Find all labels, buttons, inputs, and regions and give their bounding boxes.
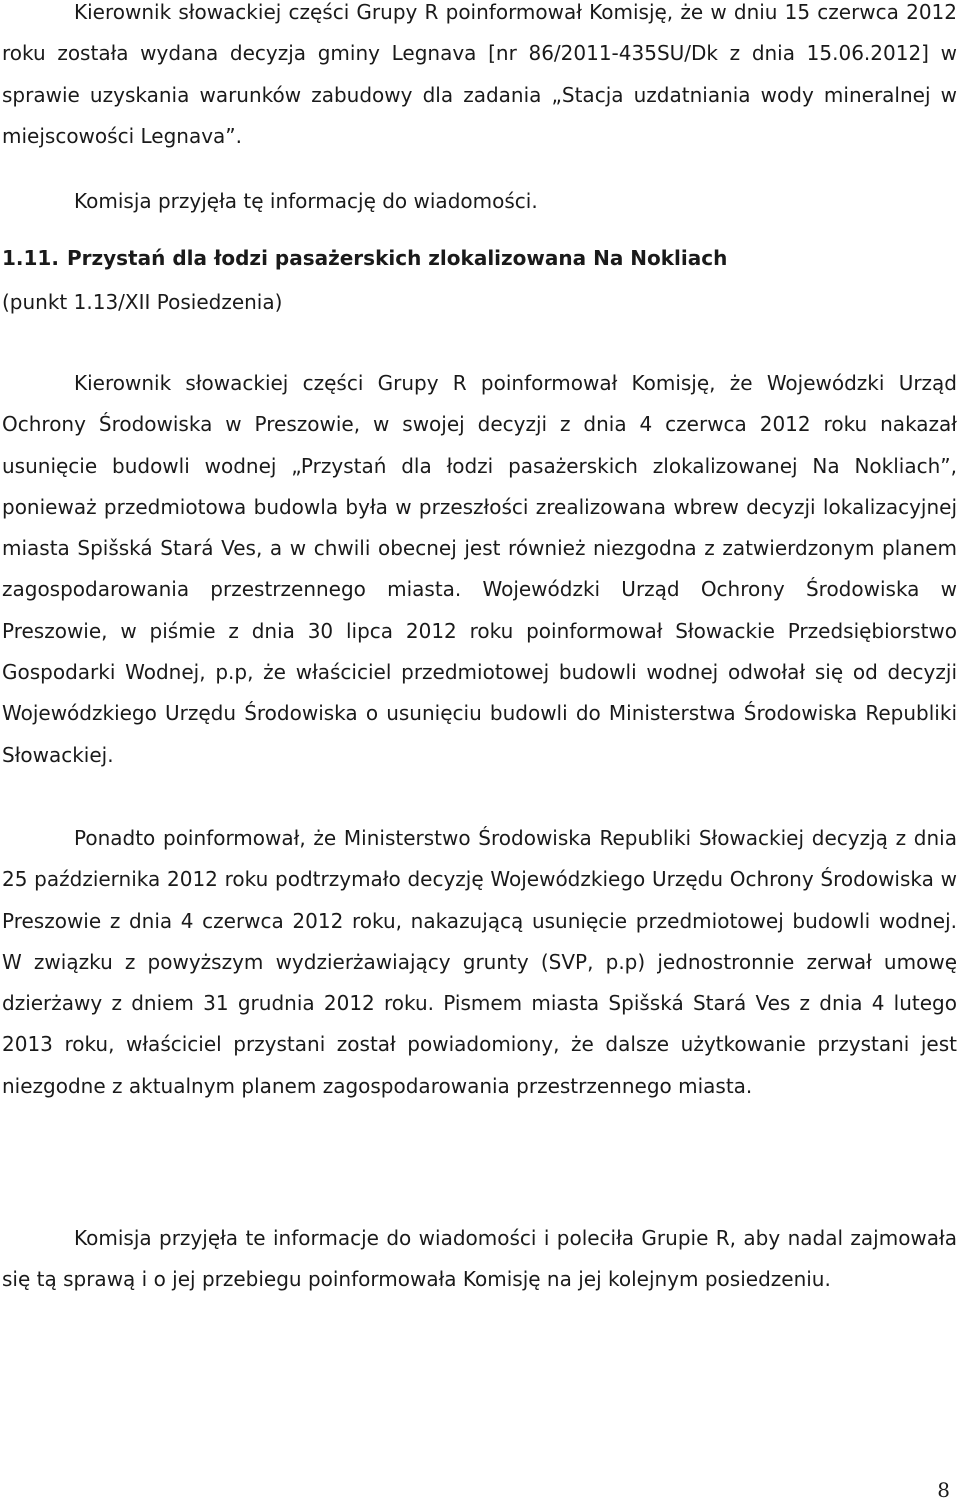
paragraph-decision-legnava: Kierownik słowackiej części Grupy R poinformował Komisję, że w dniu 15 czerwca 2012 roku została wydana decyzja gminy Legnava [nr 86/2011-435SU/Dk z dnia 15.06.2012] w sprawie uzyskania warunków zabudowy dla zadania „Stacja uzdatniania wody mineralnej w miejscowości Legnava”. <box>2 0 957 148</box>
page-number: 8 <box>937 1478 950 1502</box>
paragraph-ministry-decision: Ponadto poinformował, że Ministerstwo Środowiska Republiki Słowackiej decyzją z dnia 25 października 2012 roku podtrzymało decyzję Wojewódzkiego Urzędu Ochrony Środowiska w Preszowie z dnia 4 czerwca 2012 roku, nakazującą usunięcie przedmiotowej budowli wodnej. W związku z powyższym wydzierżawiający grunty (SVP, p.p) jednostronnie zerwał umowę dzierżawy z dniem 31 grudnia 2012 roku. Pismem miasta Spišská Stará Ves z dnia 4 lutego 2013 roku, właściciel przystani został powiadomiony, że dalsze użytkowanie przystani jest niezgodne z aktualnym planem zagospodarowania przestrzennego miasta. <box>2 826 957 1098</box>
section-title: Przystań dla łodzi pasażerskich zlokalizowana Na Nokliach <box>66 246 728 270</box>
section-heading <box>2 236 957 324</box>
paragraph-commission-note: Komisja przyjęła tę informację do wiadomości. <box>74 189 538 213</box>
section-subtitle: (punkt 1.13/XII Posiedzenia) <box>2 290 283 314</box>
paragraph-marina-decision: Kierownik słowackiej części Grupy R poinformował Komisję, że Wojewódzki Urząd Ochrony Środowiska w Preszowie, w swojej decyzji z dnia 4 czerwca 2012 roku nakazał usunięcie budowli wodnej „Przystań dla łodzi pasażerskich zlokalizowanej Na Nokliach”, ponieważ przedmiotowa budowla była w przeszłości zrealizowana wbrew decyzji lokalizacyjnej miasta Spišská Stará Ves, a w chwili obecnej jest również niezgodna z zatwierdzonym planem zagospodarowania przestrzennego miasta. Wojewódzki Urząd Ochrony Środowiska w Preszowie, w piśmie z dnia 30 lipca 2012 roku poinformował Słowackie Przedsiębiorstwo Gospodarki Wodnej, p.p, że właściciel przedmiotowej budowli wodnej odwołał się od decyzji Wojewódzkiego Urzędu Środowiska o usunięciu budowli do Ministerstwa Środowiska Republiki Słowackiej. <box>2 371 957 767</box>
section-number: 1.11. <box>2 246 59 270</box>
paragraph-commission-conclusion: Komisja przyjęła te informacje do wiadomości i poleciła Grupie R, aby nadal zajmowała się tą sprawą i o jej przebiegu poinformowała Komisję na jej kolejnym posiedzeniu. <box>2 1226 957 1292</box>
